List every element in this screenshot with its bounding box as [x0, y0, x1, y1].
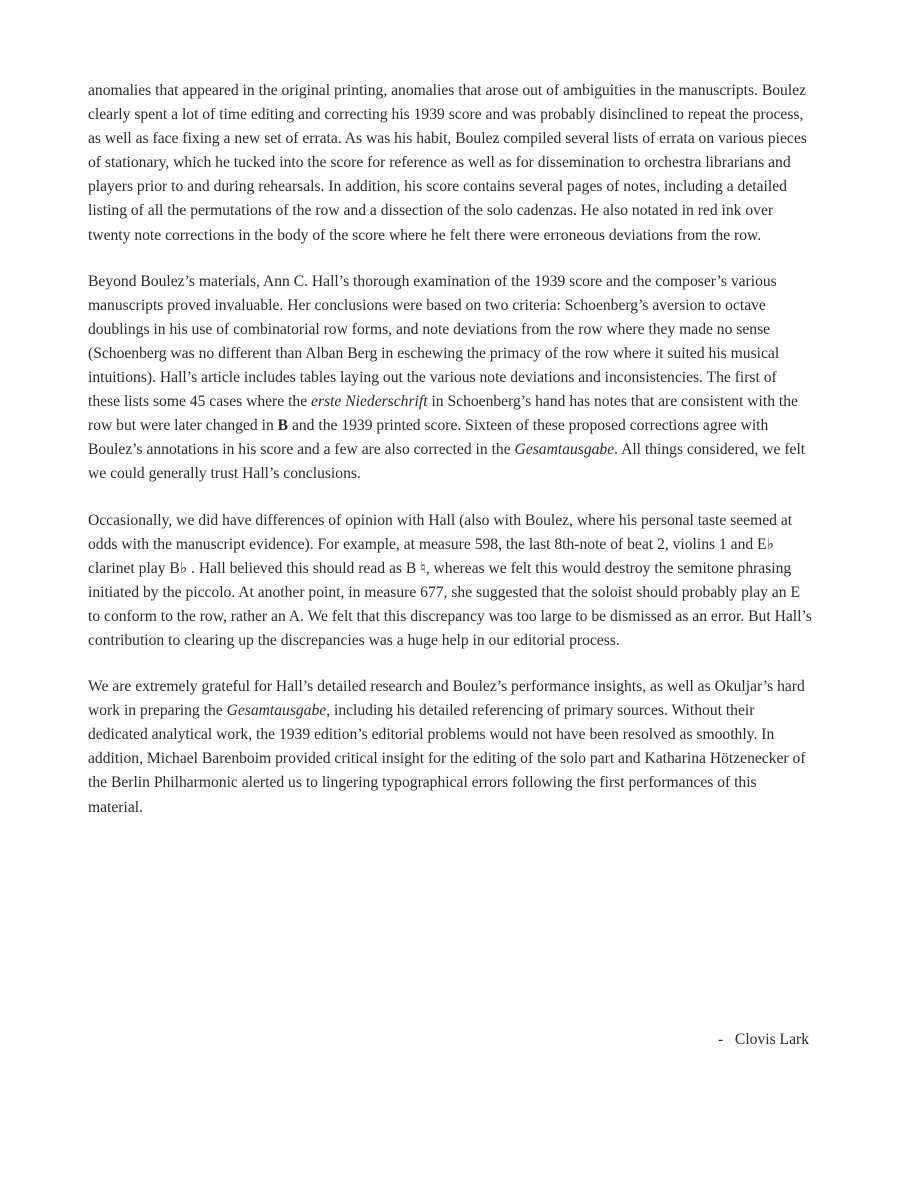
italic-run: Gesamtausgabe	[226, 702, 327, 720]
text-run: and the 1939 printed score. Sixteen of these proposed corrections agree with Boulez’s annotations in his score and a few are also corrected in the	[88, 417, 769, 459]
paragraph-hall-examination	[88, 270, 812, 487]
italic-run: erste Niederschrift	[311, 393, 428, 411]
paragraph-errata-anomalies	[88, 79, 812, 248]
text-run: in Schoenberg’s hand has notes that are consistent with the row but were later changed in	[88, 393, 798, 435]
italic-run: Gesamtausgabe	[514, 441, 615, 459]
text-run: , including his detailed referencing of primary sources. Without their dedicated analytical work, the 1939 edition’s editorial problems would not have been resolved as smoothly. In addition, Michael Barenboim provided critical insight for the editing of the solo part and Katharina Hötzenecker of the Berlin Philharmonic alerted us to lingering typographical errors following the first performances of this material.	[88, 702, 806, 816]
bold-run: B	[277, 417, 289, 435]
text-run: anomalies that appeared in the original printing, anomalies that arose out of ambiguities in the manuscripts. Boulez clearly spent a lot of time editing and correcting his 1939 score and was probably disinclined to repeat the process, as well as face fixing a new set of errata. As was his habit, Boulez compiled several lists of errata on various pieces of stationary, which he tucked into the score for reference as well as for dissemination to orchestra librarians and players prior to and during rehearsals. In addition, his score contains several pages of notes, including a detailed listing of all the permutations of the row and a dissection of the solo cadenzas. He also notated in red ink over twenty note corrections in the body of the score where he felt there were erroneous deviations from the row.	[88, 82, 807, 244]
text-run: Beyond Boulez’s materials, Ann C. Hall’s thorough examination of the 1939 score and the composer’s various manuscripts proved invaluable. Her conclusions were based on two criteria: Schoenberg’s aversion to octave doublings in his use of combinatorial row forms, and note deviations from the row where they made no sense (Schoenberg was no different than Alban Berg in eschewing the primacy of the row where it suited his musical intuitions). Hall’s article includes tables laying out the various note deviations and inconsistencies. The first of these lists some 45 cases where the	[88, 272, 780, 411]
text-run: Occasionally, we did have differences of opinion with Hall (also with Boulez, where his personal taste seemed at odds with the manuscript evidence). For example, at measure 598, the last 8th-note of beat 2, violins 1 and E♭ clarinet play B♭ . Hall believed this should read as B ♮, whereas we felt this would destroy the semitone phrasing initiated by the piccolo. At another point, in measure 677, she suggested that the soloist should probably play an E to conform to the row, rather an A. We felt that this discrepancy was too large to be dismissed as an error. But Hall’s contribution to clearing up the discrepancies was a huge help in our editorial process.	[88, 511, 812, 649]
paragraph-acknowledgements	[88, 675, 812, 820]
text-run: We are extremely grateful for Hall’s detailed research and Boulez’s performance insights, as well as Okuljar’s hard work in preparing the	[88, 678, 805, 720]
signature-line: - Clovis Lark	[718, 1031, 809, 1048]
paragraph-differences-of-opinion	[88, 509, 812, 654]
text-run: . All things considered, we felt we could generally trust Hall’s conclusions.	[88, 441, 806, 483]
